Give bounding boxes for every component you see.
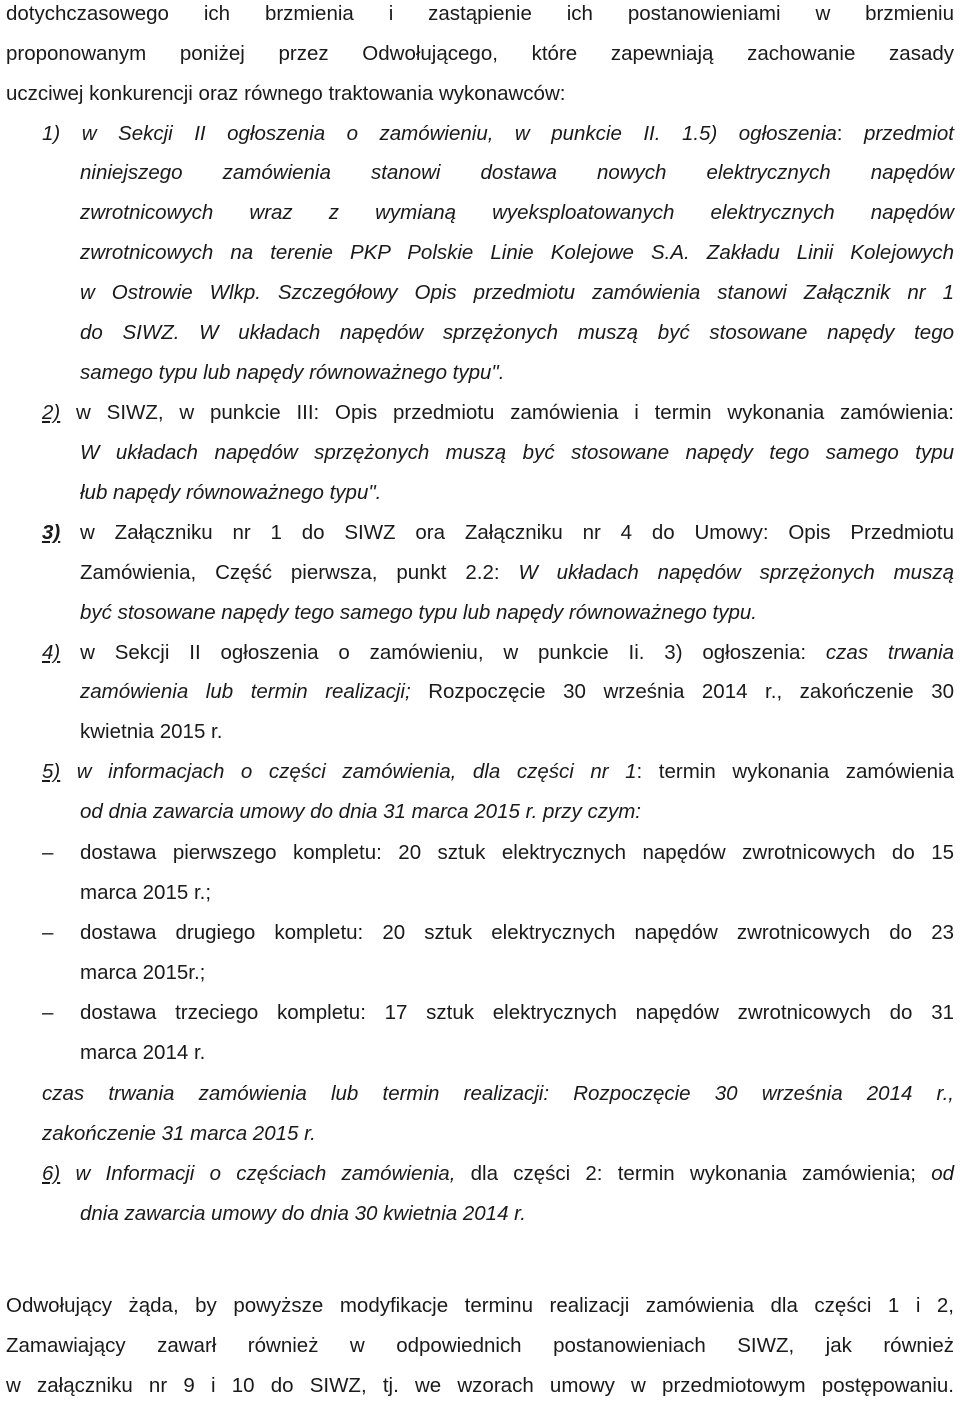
paragraph-line: dotychczasowego ich brzmienia i zastąpienie ich postanowieniami w brzmieniu bbox=[6, 2, 954, 25]
list-item-line: W układach napędów sprzężonych muszą być stosowane napędy tego samego typu bbox=[80, 441, 954, 464]
dash-list-item: – dostawa trzeciego kompletu: 17 sztuk elektrycznych napędów zwrotnicowych do 31 bbox=[0, 993, 960, 1033]
dash-bullet: – bbox=[42, 841, 54, 864]
paragraph-line: Zamawiający zawarł również w odpowiednich postanowieniach SIWZ, jak również bbox=[6, 1334, 954, 1357]
list-item-3: 3) w Załączniku nr 1 do SIWZ ora Załączniku nr 4 do Umowy: Opis Przedmiotu bbox=[42, 521, 954, 544]
paragraph-line: w załączniku nr 9 i 10 do SIWZ, tj. we wzorach umowy w przedmiotowym postępowaniu. bbox=[6, 1374, 954, 1397]
list-item-line: być stosowane napędy tego samego typu lub napędy równoważnego typu. bbox=[80, 601, 757, 624]
list-item-line: niniejszego zamówienia stanowi dostawa nowych elektrycznych napędów bbox=[80, 161, 954, 184]
list-item-line: marca 2015 r.; bbox=[80, 881, 212, 904]
list-item-line: zwrotnicowych wraz z wymianą wyeksploatowanych elektrycznych napędów bbox=[80, 201, 954, 224]
dash-list-item: – dostawa pierwszego kompletu: 20 sztuk elektrycznych napędów zwrotnicowych do 15 bbox=[0, 833, 960, 873]
list-item-2: 2) w SIWZ, w punkcie III: Opis przedmiotu zamówienia i termin wykonania zamówienia: bbox=[42, 401, 954, 424]
list-item-line: Zamówienia, Część pierwsza, punkt 2.2: W układach napędów sprzężonych muszą bbox=[80, 561, 954, 584]
list-item-line: w Ostrowie Wlkp. Szczegółowy Opis przedmiotu zamówienia stanowi Załącznik nr 1 bbox=[80, 281, 954, 304]
list-item-line: do SIWZ. W układach napędów sprzężonych muszą być stosowane napędy tego bbox=[80, 321, 954, 344]
paragraph-line: proponowanym poniżej przez Odwołującego, które zapewniają zachowanie zasady bbox=[6, 42, 954, 65]
dash-bullet: – bbox=[42, 1001, 54, 1024]
paragraph-line: Odwołujący żąda, by powyższe modyfikacje terminu realizacji zamówienia dla części 1 i 2, bbox=[6, 1294, 954, 1317]
paragraph-line: uczciwej konkurencji oraz równego traktowania wykonawców: bbox=[6, 82, 566, 105]
list-item-line: marca 2014 r. bbox=[80, 1041, 206, 1064]
list-item-line: łub napędy równoważnego typu". bbox=[80, 481, 382, 504]
list-item-1: 1) w Sekcji II ogłoszenia o zamówieniu, w punkcie II. 1.5) ogłoszenia: przedmiot bbox=[42, 122, 954, 145]
list-item-line: samego typu lub napędy równoważnego typu". bbox=[80, 361, 505, 384]
list-item-line: zamówienia lub termin realizacji; Rozpoczęcie 30 września 2014 r., zakończenie 30 bbox=[80, 680, 954, 703]
list-item-line: kwietnia 2015 r. bbox=[80, 720, 223, 743]
paragraph-line: czas trwania zamówienia lub termin realizacji: Rozpoczęcie 30 września 2014 r., bbox=[42, 1082, 954, 1105]
list-item-line: dnia zawarcia umowy do dnia 30 kwietnia 2014 r. bbox=[80, 1202, 526, 1225]
list-item-line: marca 2015r.; bbox=[80, 961, 206, 984]
list-item-6: 6) w Informacji o częściach zamówienia, dla części 2: termin wykonania zamówienia; od bbox=[42, 1162, 954, 1185]
dash-bullet: – bbox=[42, 921, 54, 944]
list-item-line: zwrotnicowych na terenie PKP Polskie Linie Kolejowe S.A. Zakładu Linii Kolejowych bbox=[80, 241, 954, 264]
dash-list-item: – dostawa drugiego kompletu: 20 sztuk elektrycznych napędów zwrotnicowych do 23 bbox=[0, 913, 960, 953]
list-item-4: 4) w Sekcji II ogłoszenia o zamówieniu, w punkcie Ii. 3) ogłoszenia: czas trwania bbox=[42, 641, 954, 664]
list-item-5: 5) w informacjach o części zamówienia, dla części nr 1: termin wykonania zamówienia bbox=[42, 760, 954, 783]
paragraph-line: zakończenie 31 marca 2015 r. bbox=[42, 1122, 316, 1145]
list-item-line: od dnia zawarcia umowy do dnia 31 marca 2015 r. przy czym: bbox=[80, 800, 641, 823]
